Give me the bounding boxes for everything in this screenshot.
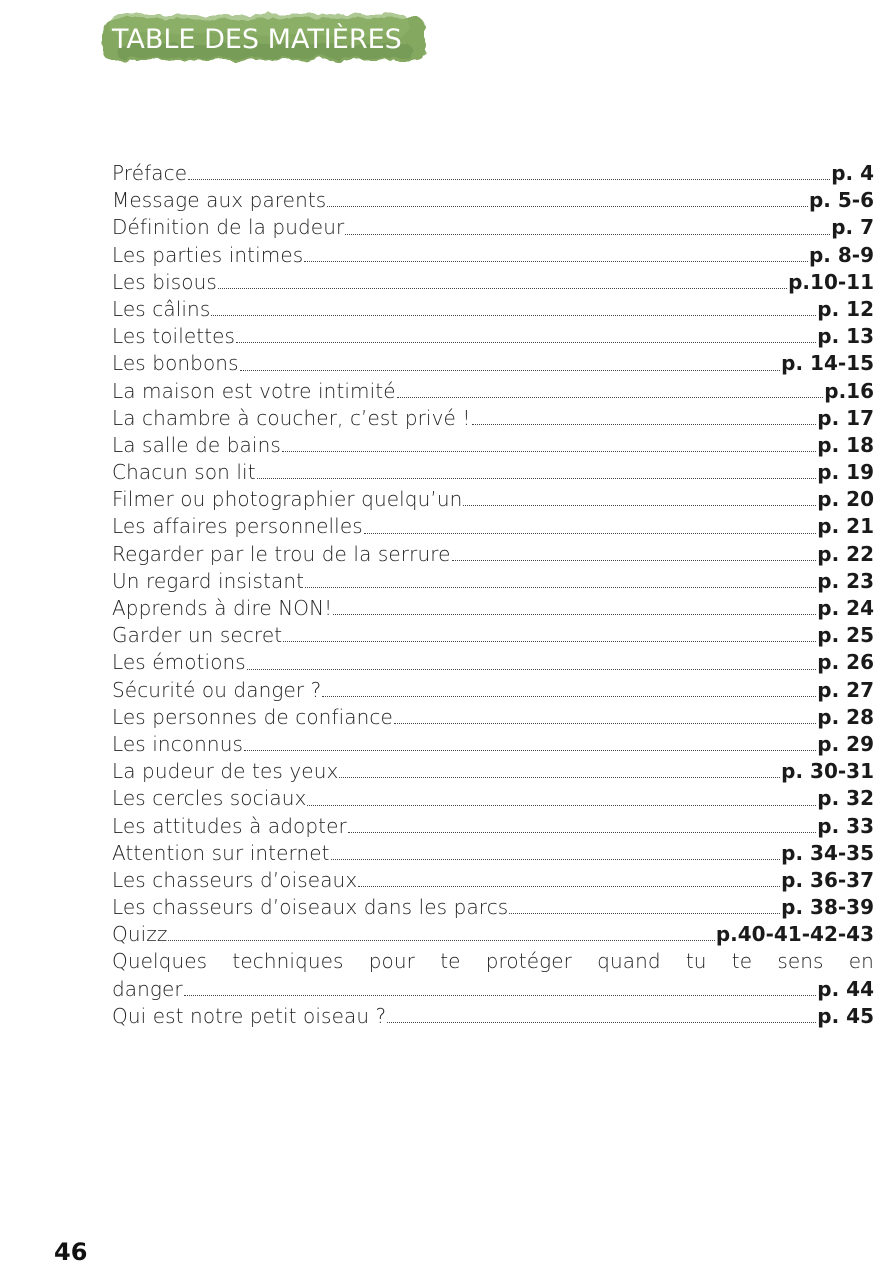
dot-leader — [348, 831, 816, 833]
toc-entry-title: La salle de bains — [112, 432, 281, 457]
dot-leader — [184, 994, 817, 996]
toc-entry-page: p. 13 — [817, 324, 874, 349]
toc-entry-title: danger — [112, 976, 183, 1001]
dot-leader — [472, 423, 817, 425]
toc-entry-title: Sécurité ou danger ? — [112, 677, 322, 702]
toc-entry-page: p. 7 — [831, 215, 874, 240]
toc-entry-title: Les chasseurs d’oiseaux dans les parcs — [112, 895, 509, 920]
dot-leader — [168, 939, 714, 941]
dot-leader — [240, 369, 781, 371]
toc-entry-title — [112, 948, 874, 975]
dot-leader — [397, 396, 824, 398]
toc-entry-page: p. 34-35 — [781, 840, 874, 865]
toc-entry-page: p. 38-39 — [781, 895, 874, 920]
toc-entry-page: p. 4 — [831, 161, 874, 185]
toc-entry-title: Message aux parents — [112, 188, 327, 213]
toc-entry — [112, 840, 874, 867]
dot-leader — [188, 178, 830, 180]
toc-entry — [112, 459, 874, 486]
toc-word: tu — [685, 949, 707, 974]
toc-entry-page: p. 36-37 — [781, 867, 874, 892]
toc-entry-title: Les bisous — [112, 269, 217, 294]
toc-entry-page: p. 12 — [817, 296, 874, 321]
toc-entry-title: Filmer ou photographier quelqu’un — [112, 487, 463, 512]
toc-entry-page: p.16 — [824, 378, 874, 403]
toc-entry-page: p. 44 — [817, 976, 874, 1001]
toc-entry-title: Préface — [112, 161, 188, 185]
toc-entry-title: Les cercles sociaux — [112, 786, 307, 811]
toc-entry — [112, 432, 874, 459]
toc-entry-title: La pudeur de tes yeux — [112, 759, 339, 784]
dot-leader — [244, 749, 816, 751]
toc-entry — [112, 649, 874, 676]
toc-word: Quelques — [112, 949, 208, 974]
dot-leader — [282, 450, 816, 452]
toc-entry — [112, 486, 874, 513]
dot-leader — [322, 695, 816, 697]
toc-entry-title: Attention sur internet — [112, 840, 330, 865]
toc-entry-title: La maison est votre intimité — [112, 378, 396, 403]
dot-leader — [463, 504, 816, 506]
toc-word: quand — [597, 949, 661, 974]
toc-entry-title: Les toilettes — [112, 324, 236, 349]
toc-entry — [112, 378, 874, 405]
toc-entry — [112, 595, 874, 622]
dot-leader — [257, 477, 817, 479]
toc-entry — [112, 622, 874, 649]
toc-entry-title: Les parties intimes — [112, 242, 304, 267]
toc-entry-title: Chacun son lit — [112, 460, 256, 485]
toc-entry-page: p. 19 — [817, 460, 874, 485]
toc-entry — [112, 813, 874, 840]
dot-leader — [394, 722, 816, 724]
toc-entry-title: Regarder par le trou de la serrure — [112, 541, 451, 566]
toc-entry-title: Apprends à dire NON! — [112, 596, 333, 620]
table-of-contents — [112, 160, 874, 1030]
toc-entry-page: p. 17 — [817, 405, 874, 430]
toc-entry-page: p. 20 — [817, 487, 874, 512]
toc-entry-page: p. 28 — [817, 704, 874, 729]
toc-entry — [112, 867, 874, 894]
page-title: TABLE DES MATIÈRES — [112, 24, 402, 55]
toc-entry-page: p. 18 — [817, 432, 874, 457]
dot-leader — [283, 640, 816, 642]
dot-leader — [331, 858, 781, 860]
toc-entry — [112, 704, 874, 731]
dot-leader — [211, 314, 816, 316]
toc-entry-page: p.10-11 — [788, 269, 874, 294]
toc-entry-page: p. 25 — [817, 623, 874, 648]
toc-entry — [112, 513, 874, 540]
title-banner — [96, 10, 434, 66]
toc-entry-page: p. 22 — [817, 541, 874, 566]
toc-entry-title: Un regard insistant — [112, 568, 305, 593]
toc-word: techniques — [232, 949, 344, 974]
toc-entry — [112, 541, 874, 568]
toc-entry — [112, 187, 874, 214]
toc-entry — [112, 677, 874, 704]
toc-entry-page: p. 27 — [817, 677, 874, 702]
toc-entry — [112, 214, 874, 241]
dot-leader — [236, 341, 816, 343]
toc-entry-page: p. 8-9 — [808, 242, 874, 267]
toc-entry-page: p. 26 — [817, 650, 874, 675]
toc-entry — [112, 296, 874, 323]
toc-entry-title: Qui est notre petit oiseau ? — [112, 1003, 387, 1028]
toc-word: pour — [368, 949, 415, 974]
toc-entry — [112, 160, 874, 187]
toc-entry-page: p. 45 — [817, 1003, 874, 1028]
dot-leader — [247, 668, 816, 670]
toc-entry-title: Les personnes de confiance — [112, 704, 393, 729]
page-number: 46 — [54, 1238, 88, 1266]
toc-entry-title: Garder un secret — [112, 623, 283, 648]
toc-entry — [112, 731, 874, 758]
toc-entry-page: p. 14-15 — [781, 351, 874, 376]
toc-entry-title: Les inconnus — [112, 731, 243, 756]
dot-leader — [345, 233, 830, 235]
toc-entry-title: Les affaires personnelles — [112, 514, 363, 539]
toc-entry-title: Les chasseurs d’oiseaux — [112, 867, 358, 892]
toc-word: protéger — [485, 949, 572, 974]
dot-leader — [327, 205, 808, 207]
toc-entry — [112, 921, 874, 948]
toc-entry-page: p. 23 — [817, 568, 874, 593]
toc-entry-title: Quizz — [112, 922, 168, 947]
toc-entry-page: p.40-41-42-43 — [715, 922, 874, 947]
toc-entry — [112, 894, 874, 921]
toc-word: te — [731, 949, 753, 974]
dot-leader — [358, 885, 780, 887]
dot-leader — [333, 613, 816, 615]
dot-leader — [387, 1021, 816, 1023]
toc-entry-title: Les bonbons — [112, 351, 239, 376]
toc-entry-title: Les émotions — [112, 650, 246, 675]
toc-entry-page: p. 5-6 — [808, 188, 874, 213]
toc-entry-title: La chambre à coucher, c’est privé ! — [112, 405, 471, 430]
toc-entry-page: p. 32 — [817, 786, 874, 811]
toc-word: te — [440, 949, 461, 974]
dot-leader — [509, 912, 780, 914]
dot-leader — [307, 804, 816, 806]
toc-entry-page: p. 30-31 — [781, 759, 874, 784]
toc-entry-page: p. 33 — [817, 813, 874, 838]
toc-entry — [112, 1003, 874, 1030]
toc-entry — [112, 976, 874, 1003]
dot-leader — [339, 776, 780, 778]
toc-entry — [112, 242, 874, 269]
toc-entry — [112, 323, 874, 350]
toc-entry — [112, 758, 874, 785]
toc-entry-title: Les câlins — [112, 296, 211, 321]
toc-entry-page: p. 29 — [817, 731, 874, 756]
toc-entry-title: Définition de la pudeur — [112, 215, 345, 240]
dot-leader — [304, 260, 808, 262]
dot-leader — [452, 559, 817, 561]
toc-entry — [112, 568, 874, 595]
dot-leader — [364, 532, 817, 534]
toc-entry-page: p. 21 — [817, 514, 874, 539]
toc-entry — [112, 350, 874, 377]
toc-word: en — [848, 949, 874, 974]
toc-entry — [112, 405, 874, 432]
toc-entry — [112, 269, 874, 296]
dot-leader — [218, 287, 787, 289]
toc-entry-title: Les attitudes à adopter — [112, 813, 347, 838]
dot-leader — [305, 586, 816, 588]
toc-entry — [112, 785, 874, 812]
toc-entry-page: p. 24 — [817, 596, 874, 620]
toc-entry-wrapped-line — [112, 948, 874, 975]
toc-word: sens — [777, 949, 824, 974]
